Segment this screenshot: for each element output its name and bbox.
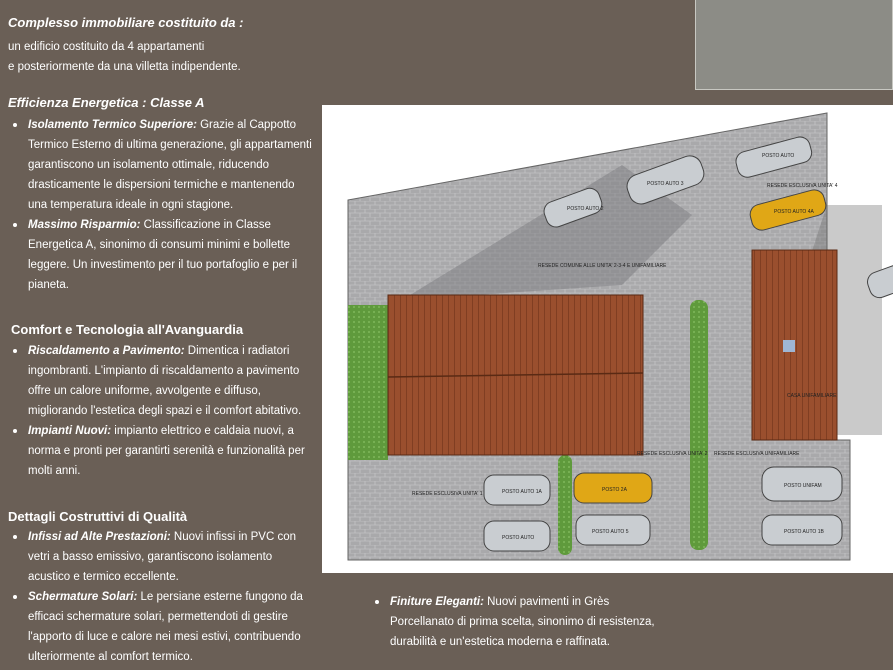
intro-line-2: e posteriormente da una villetta indipendente. (8, 61, 241, 73)
finishes-item: Finiture Eleganti: Nuovi pavimenti in Grès Porcellanato di prima scelta, sinonimo di resistenza, durabilità e un'estetica moderna e raffinata. (390, 592, 672, 652)
label-unifam: RESEDE ESCLUSIVA UNIFAMILIARE (714, 451, 800, 457)
site-plan-image (322, 105, 893, 573)
label-posto-bl: POSTO AUTO (502, 535, 535, 541)
label-excl1: RESEDE ESCLUSIVA UNITA' 1 (412, 491, 483, 497)
efficiency-list (0, 115, 312, 295)
details-title: Dettagli Costruttivi di Qualità (8, 509, 188, 524)
intro-title: Complesso immobiliare costituito da : (8, 15, 244, 30)
label-excl2: RESEDE ESCLUSIVA UNITA' 2 (637, 451, 708, 457)
top-gray-box (695, 0, 893, 90)
label-posto-5: POSTO AUTO 5 (592, 529, 629, 535)
details-item: Infissi ad Alte Prestazioni: Nuovi infissi in PVC con vetri a basso emissivo, garantiscono isolamento acustico e termico eccellente. (28, 527, 312, 587)
label-posto-auto-2: POSTO AUTO 2 (567, 206, 604, 212)
comfort-item: Impianti Nuovi: impianto elettrico e caldaia nuovi, a norma e pronti per garantirti serenità e funzionalità per molti anni. (28, 421, 312, 481)
comfort-item: Riscaldamento a Pavimento: Dimentica i radiatori ingombranti. L'impianto di riscaldamento a pavimento offre un calore uniforme, avvolgente e diffuso, migliorando l'estetica degli spazi e il comfort abitativo. (28, 341, 312, 421)
label-excl4: RESEDE ESCLUSIVA UNITA' 4 (767, 183, 838, 189)
label-unifam-house: CASA UNIFAMILIARE (787, 393, 837, 399)
efficiency-title: Efficienza Energetica : Classe A (8, 95, 205, 110)
efficiency-item: Isolamento Termico Superiore: Grazie al Cappotto Termico Esterno di ultima generazione, gli appartamenti garantiscono un isolamento ottimale, riducendo drasticamente le dispersioni termiche e mantenendo una temperatura ideale in ogni stagione. (28, 115, 312, 215)
site-plan-drawing (322, 105, 893, 573)
label-posto-2a: POSTO 2A (602, 487, 627, 493)
label-posto-1a: POSTO AUTO 1A (502, 489, 542, 495)
label-common: RESEDE COMUNE ALLE UNITA' 2-3-4 E UNIFAMILIARE (538, 263, 667, 269)
grass-hedge-center (690, 300, 708, 550)
intro-line-1: un edificio costituito da 4 appartamenti (8, 41, 205, 53)
details-item: Schermature Solari: Le persiane esterne fungono da efficaci schermature solari, permettendoti di gestire l'apporto di luce e calore nei mesi estivi, contribuendo ulteriormente al comfort termico. (28, 587, 312, 667)
efficiency-item: Massimo Risparmio: Classificazione in Classe Energetica A, sinonimo di consumi minimi e bollette leggere. Un investimento per il tuo portafoglio e per il pianeta. (28, 215, 312, 295)
comfort-list (0, 341, 312, 481)
finishes-list (362, 592, 672, 652)
label-posto-r1: POSTO UNIFAM (784, 483, 822, 489)
comfort-title: Comfort e Tecnologia all'Avanguardia (11, 322, 244, 337)
label-posto-auto-4a: POSTO AUTO 4A (774, 209, 814, 215)
label-posto-auto-3: POSTO AUTO 3 (647, 181, 684, 187)
grass-left (348, 305, 388, 460)
label-posto-r2: POSTO AUTO 1B (784, 529, 824, 535)
label-posto-auto-4: POSTO AUTO (762, 153, 795, 159)
details-list (0, 527, 312, 667)
grass-hedge-bottom (558, 455, 572, 555)
